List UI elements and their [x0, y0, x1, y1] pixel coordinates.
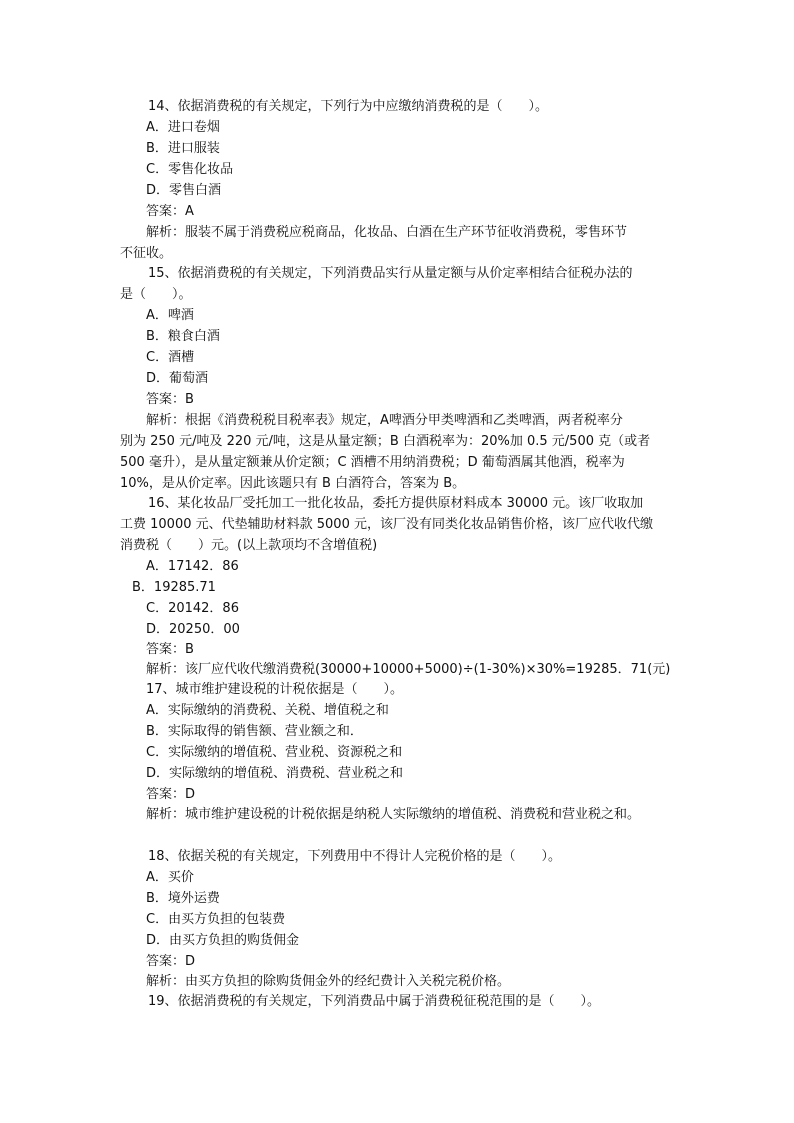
q16-question-line-1: 16、某化妆品厂受托加工一批化妆品，委托方提供原材料成本 30000 元。该厂收取加	[148, 496, 644, 511]
q16-question-line-2: 工费 10000 元、代垫辅助材料款 5000 元，该厂没有同类化妆品销售价格，该厂应代收代缴	[120, 517, 653, 532]
q16-option-b: B．19285.71	[132, 580, 216, 595]
q15-question-line-2: 是（ ）。	[120, 287, 192, 302]
q14-analysis-line-1: 解析：服装不属于消费税应税商品，化妆品、白酒在生产环节征收消费税，零售环节	[146, 225, 628, 240]
q14-option-c: C．零售化妆品	[146, 162, 234, 177]
q18-option-a: A．买价	[146, 870, 194, 885]
q15-question-line-1: 15、依据消费税的有关规定，下列消费品实行从量定额与从价定率相结合征税办法的	[148, 266, 633, 281]
q18-option-b: B．境外运费	[146, 891, 220, 906]
q15-option-d: D．葡萄酒	[146, 371, 209, 386]
q14-option-d: D．零售白酒	[146, 183, 222, 198]
q15-analysis-line-4: 10%，是从价定率。因此该题只有 B 白酒符合，答案为 B。	[120, 476, 466, 491]
q15-option-a: A．啤酒	[146, 308, 194, 323]
q15-option-b: B．粮食白酒	[146, 329, 220, 344]
q18-answer: 答案：D	[146, 954, 196, 969]
q14-answer: 答案：A	[146, 204, 194, 219]
q18-analysis-line-1: 解析：由买方负担的除购货佣金外的经纪费计入关税完税价格。	[146, 974, 511, 989]
q18-option-c: C．由买方负担的包装费	[146, 912, 286, 927]
q15-analysis-line-1: 解析：根据《消费税税目税率表》规定，A啤酒分甲类啤酒和乙类啤酒，两者税率分	[146, 413, 623, 428]
q14-option-b: B．进口服装	[146, 141, 220, 156]
q16-analysis-line-1: 解析：该厂应代收代缴消费税(30000+10000+5000)÷(1-30%)×30%=19285．71(元)	[146, 662, 671, 677]
q16-answer: 答案：B	[146, 642, 194, 657]
q19-question: 19、依据消费税的有关规定，下列消费品中属于消费税征税范围的是（ ）。	[148, 994, 601, 1009]
q15-answer: 答案：B	[146, 392, 194, 407]
q16-question-line-3: 消费税（ ）元。(以上款项均不含增值税)	[120, 538, 378, 553]
q18-question: 18、依据关税的有关规定，下列费用中不得计人完税价格的是（ ）。	[148, 849, 562, 864]
q16-option-d: D．20250．00	[146, 622, 240, 637]
q18-option-d: D．由买方负担的购货佣金	[146, 933, 300, 948]
q15-analysis-line-2: 别为 250 元/吨及 220 元/吨，这是从量定额；B 白酒税率为：20%加 0.5 元/500 克（或者	[120, 434, 651, 449]
q15-option-c: C．酒槽	[146, 350, 195, 365]
q17-analysis-line-1: 解析：城市维护建设税的计税依据是纳税人实际缴纳的增值税、消费税和营业税之和。	[146, 807, 641, 822]
q14-question: 14、依据消费税的有关规定，下列行为中应缴纳消费税的是（ ）。	[148, 99, 549, 114]
q17-option-a: A．实际缴纳的消费税、关税、增值税之和	[146, 703, 389, 718]
q17-option-b: B．实际取得的销售额、营业额之和．	[146, 724, 363, 739]
q15-analysis-line-3: 500 毫升），是从量定额兼从价定额；C 酒槽不用纳消费税；D 葡萄酒属其他酒，税率为	[120, 455, 625, 470]
q17-option-d: D．实际缴纳的增值税、消费税、营业税之和	[146, 766, 404, 781]
q16-option-c: C．20142．86	[146, 601, 239, 616]
q17-question: 17、城市维护建设税的计税依据是（ ）。	[146, 682, 404, 697]
q17-option-c: C．实际缴纳的增值税、营业税、资源税之和	[146, 745, 403, 760]
q14-option-a: A．进口卷烟	[146, 120, 220, 135]
q16-option-a: A．17142．86	[146, 559, 239, 574]
q17-answer: 答案：D	[146, 787, 196, 802]
q14-analysis-line-2: 不征收。	[120, 246, 173, 261]
